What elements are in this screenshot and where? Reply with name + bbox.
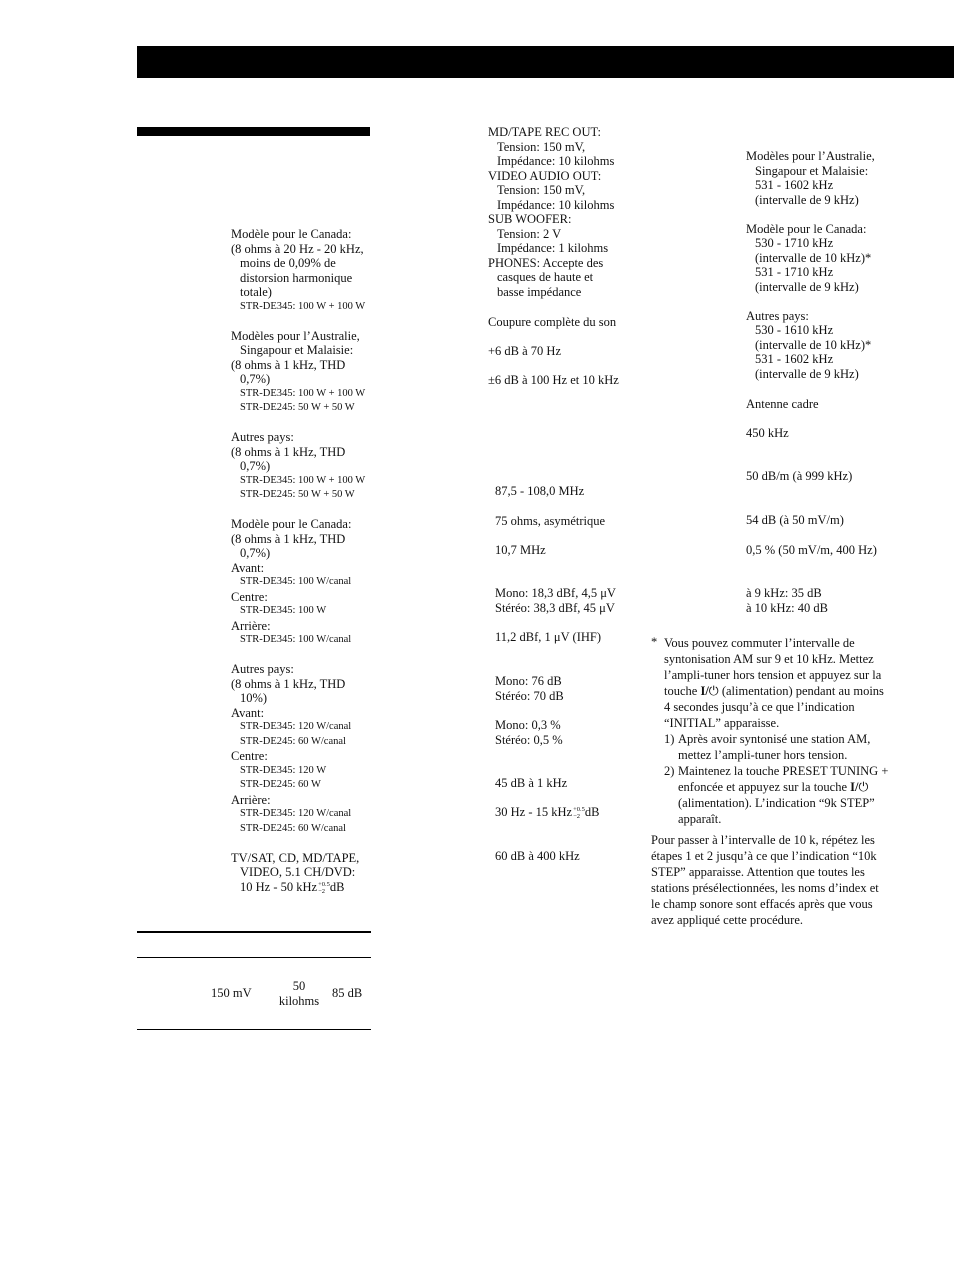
- footnote-step1: Après avoir syntonisé une station AM, mettez l’ampli-tuner hors tension.: [678, 732, 871, 762]
- spec-line: (intervalle de 9 kHz): [755, 279, 859, 294]
- spec-line: MD/TAPE REC OUT:: [488, 125, 601, 139]
- fm-distortion-spec: Mono: 0,3 % Stéréo: 0,5 %: [495, 718, 563, 747]
- freq-range: 10 Hz - 50 kHz: [240, 879, 318, 894]
- model-rating: STR-DE245: 60 W/canal: [240, 735, 346, 747]
- spec-line: Modèles pour l’Australie,: [746, 149, 875, 163]
- spec-line: Centre:: [231, 749, 268, 763]
- model-rating: STR-DE345: 120 W/canal: [240, 808, 352, 819]
- spec-line: basse impédance: [497, 284, 582, 299]
- power-key-label: I/: [850, 780, 859, 794]
- spec-line: 531 - 1710 kHz: [755, 265, 834, 279]
- spec-line: Tension: 2 V: [497, 226, 562, 241]
- table-cell-sensitivity: 150 mV: [211, 986, 252, 1000]
- spec-line: Avant:: [231, 705, 265, 720]
- tolerance: +0.5 −2: [573, 806, 585, 821]
- spec-line: Modèle pour le Canada:: [231, 227, 352, 241]
- spec-line: moins de 0,09% de: [240, 256, 336, 270]
- model-rating: STR-DE245: 50 W + 50 W: [240, 489, 355, 500]
- footnote-intro: Vous pouvez commuter l’intervalle de syntonisation AM sur 9 et 10 kHz. Mettez l’ampli-tuner hors tension et appuyez sur la touche I/⏻ (alimentation) pendant au moins 4 secondes jusqu’à ce que l’indication “INITIAL” apparaisse.: [664, 636, 884, 730]
- freq-response-line: [231, 880, 381, 895]
- model-rating: STR-DE345: 100 W + 100 W: [240, 387, 366, 399]
- spec-line: Arrière:: [231, 618, 271, 633]
- spec-line: distorsion harmonique: [240, 270, 353, 285]
- fm-if-spec: 10,7 MHz: [495, 543, 546, 557]
- fm-ihf-sens-spec: 11,2 dBf, 1 μV (IHF): [495, 630, 602, 644]
- am-selectivity-spec: à 9 kHz: 35 dB à 10 kHz: 40 dB: [746, 586, 828, 615]
- spec-line: PHONES: Accepte des: [488, 255, 604, 270]
- spec-line: Impédance: 1 kilohms: [497, 241, 609, 255]
- spec-line: Autres pays:: [746, 308, 809, 323]
- spec-line: (intervalle de 10 kHz)*: [755, 250, 872, 265]
- spec-line: 0,7%): [240, 459, 271, 473]
- table-rule-header: [137, 957, 371, 958]
- footnote-step2-num: 2): [664, 764, 675, 778]
- fm-selectivity-spec: 60 dB à 400 kHz: [495, 849, 580, 863]
- model-rating: STR-DE345: 100 W + 100 W: [240, 474, 366, 486]
- amp-output-specs: [488, 125, 638, 299]
- footnote-step1-num: 1): [664, 732, 675, 746]
- spec-line: Autres pays:: [231, 662, 294, 676]
- spec-line: Tension: 150 mV,: [497, 183, 586, 197]
- spec-line: VIDEO AUDIO OUT:: [488, 168, 602, 183]
- freq-unit: dB: [329, 879, 345, 894]
- fm-antenna-spec: 75 ohms, asymétrique: [495, 514, 606, 528]
- power-key-label: I/: [700, 684, 709, 698]
- spec-line: (intervalle de 10 kHz)*: [755, 337, 872, 352]
- spec-line: Modèles pour l’Australie,: [231, 328, 360, 343]
- model-rating: STR-DE345: 100 W + 100 W: [240, 300, 366, 312]
- fm-usable-sens-spec: Mono: 18,3 dBf, 4,5 μV Stéréo: 38,3 dBf, 45 μV: [495, 586, 616, 615]
- spec-line: 0,7%): [240, 372, 271, 386]
- spec-line: (8 ohms à 20 Hz - 20 kHz,: [231, 241, 364, 256]
- amp-power-specs: [231, 227, 381, 895]
- spec-line: Modèle pour le Canada:: [746, 221, 867, 236]
- fm-range-spec: 87,5 - 108,0 MHz: [495, 484, 585, 498]
- spec-line: VIDEO, 5.1 CH/DVD:: [240, 865, 356, 879]
- am-range-specs: [746, 149, 916, 381]
- model-rating: STR-DE245: 50 W + 50 W: [240, 402, 355, 413]
- table-cell-impedance: 50 kilohms: [278, 979, 320, 1008]
- spec-line: Impédance: 10 kilohms: [497, 154, 615, 168]
- am-thd-spec: 0,5 % (50 mV/m, 400 Hz): [746, 543, 877, 557]
- spec-line: totale): [240, 285, 272, 299]
- spec-line: 531 - 1602 kHz: [755, 352, 834, 366]
- model-rating: STR-DE345: 120 W: [240, 764, 327, 776]
- am-if-spec: 450 kHz: [746, 426, 789, 440]
- spec-line: casques de haute et: [497, 270, 594, 284]
- model-rating: STR-DE345: 100 W: [240, 605, 327, 616]
- spec-line: 530 - 1710 kHz: [755, 236, 834, 250]
- spec-line: Arrière:: [231, 792, 271, 807]
- spec-line: 0,7%): [240, 546, 271, 560]
- footnote-step2: Maintenez la touche PRESET TUNING + enfoncée et appuyez sur la touche I/⏻ (alimentation). L’indication “9k STEP” apparaît.: [678, 764, 889, 826]
- spec-line: (8 ohms à 1 kHz, THD: [231, 357, 346, 372]
- tone-spec: ±6 dB à 100 Hz et 10 kHz: [488, 373, 619, 387]
- model-rating: STR-DE345: 100 W/canal: [240, 634, 352, 645]
- spec-line: Modèle pour le Canada:: [231, 517, 352, 531]
- fm-snr-spec: Mono: 76 dB Stéréo: 70 dB: [495, 674, 564, 703]
- spec-line: (intervalle de 9 kHz): [755, 192, 859, 207]
- spec-line: Impédance: 10 kilohms: [497, 197, 615, 212]
- model-rating: STR-DE245: 60 W/canal: [240, 822, 346, 834]
- footnote-outro: Pour passer à l’intervalle de 10 k, répétez les étapes 1 et 2 jusqu’à ce que l’indication “10k STEP” apparaisse. Attention que toutes les stations présélectionnées, les noms d’index et le champ sonore sont effacés après que vous avez appliqué cette procédure.: [651, 833, 879, 927]
- table-rule-top: [137, 931, 371, 933]
- spec-line: Tension: 150 mV,: [497, 139, 586, 154]
- section-heading-bar: [137, 127, 370, 136]
- spec-line: (8 ohms à 1 kHz, THD: [231, 676, 346, 691]
- spec-line: 531 - 1602 kHz: [755, 178, 834, 192]
- spec-line: Singapour et Malaisie:: [755, 163, 869, 178]
- model-rating: STR-DE345: 100 W/canal: [240, 576, 352, 587]
- fm-freq-response-spec: 30 Hz - 15 kHz +0.5 −2 dB: [495, 805, 600, 821]
- spec-line: SUB WOOFER:: [488, 212, 572, 226]
- spec-line: 10%): [240, 691, 268, 705]
- model-rating: STR-DE245: 60 W: [240, 779, 321, 790]
- am-antenna-spec: Antenne cadre: [746, 397, 819, 411]
- muting-spec: Coupure complète du son: [488, 315, 617, 329]
- bass-boost-spec: +6 dB à 70 Hz: [488, 344, 562, 358]
- power-icon: ⏻: [858, 780, 869, 794]
- spec-line: Autres pays:: [231, 430, 294, 444]
- spec-line: (8 ohms à 1 kHz, THD: [231, 531, 346, 546]
- header-bar: [137, 46, 954, 78]
- am-usable-sens-spec: 50 dB/m (à 999 kHz): [746, 469, 853, 483]
- tolerance: +0.5 −2: [318, 880, 330, 895]
- footnote-star: *: [651, 635, 658, 649]
- table-rule-bottom: [137, 1029, 371, 1030]
- spec-line: (8 ohms à 1 kHz, THD: [231, 444, 346, 459]
- model-rating: STR-DE345: 120 W/canal: [240, 721, 352, 732]
- am-snr-spec: 54 dB (à 50 mV/m): [746, 513, 844, 527]
- power-icon: ⏻: [708, 684, 719, 698]
- spec-line: 530 - 1610 kHz: [755, 323, 834, 337]
- spec-line: Avant:: [231, 560, 265, 575]
- spec-line: Centre:: [231, 589, 268, 604]
- table-cell-snr: 85 dB: [332, 986, 363, 1000]
- spec-line: TV/SAT, CD, MD/TAPE,: [231, 850, 360, 865]
- spec-line: (intervalle de 9 kHz): [755, 366, 859, 381]
- fm-separation-spec: 45 dB à 1 kHz: [495, 776, 568, 790]
- spec-line: Singapour et Malaisie:: [240, 343, 354, 357]
